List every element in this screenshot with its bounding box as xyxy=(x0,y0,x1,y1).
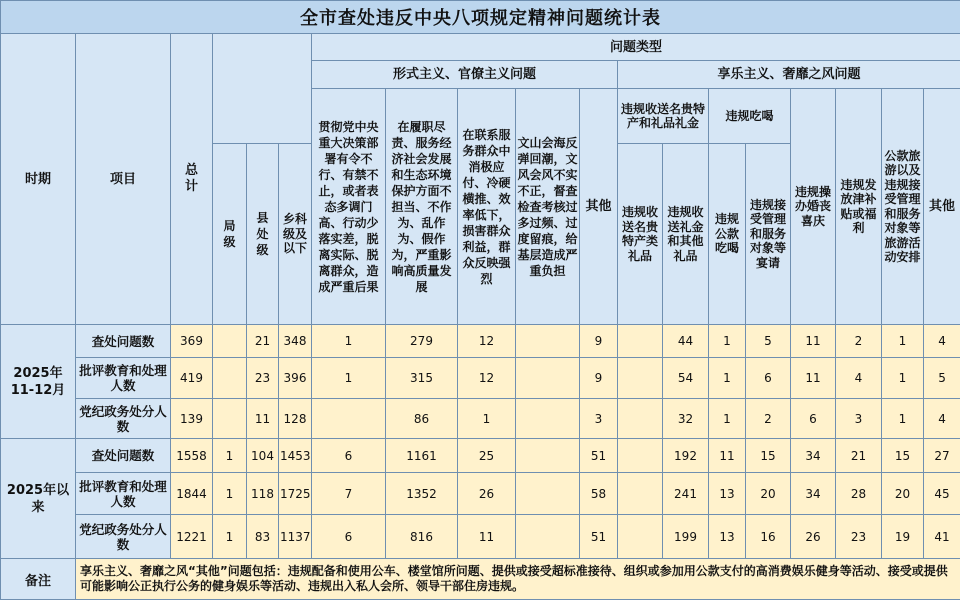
cell-gift2: 192 xyxy=(663,439,709,473)
cell-total: 1221 xyxy=(171,515,213,559)
cell-h-other: 27 xyxy=(924,439,960,473)
cell-subsidy: 2 xyxy=(836,325,882,358)
table-title: 全市查处违反中央八项规定精神问题统计表 xyxy=(1,1,960,34)
cell-f-other: 9 xyxy=(580,325,618,358)
cell-f2: 279 xyxy=(386,325,458,358)
header-bureau: 局级 xyxy=(213,144,247,325)
cell-f4 xyxy=(516,473,580,515)
cell-f2: 816 xyxy=(386,515,458,559)
header-travel: 公款旅游以及违规接受管理和服务对象等旅游活动安排 xyxy=(882,89,924,325)
period-recent: 2025年11-12月 xyxy=(1,325,76,439)
cell-gift2: 241 xyxy=(663,473,709,515)
cell-gift2: 44 xyxy=(663,325,709,358)
cell-gift1 xyxy=(618,473,663,515)
cell-f1: 6 xyxy=(312,439,386,473)
row-label: 党纪政务处分人数 xyxy=(76,399,171,439)
cell-f1: 7 xyxy=(312,473,386,515)
header-wedding: 违规操办婚丧喜庆 xyxy=(791,89,836,325)
cell-f1 xyxy=(312,399,386,439)
cell-f2: 1352 xyxy=(386,473,458,515)
cell-gift1 xyxy=(618,439,663,473)
cell-f4 xyxy=(516,325,580,358)
cell-eat2: 20 xyxy=(746,473,791,515)
cell-county: 21 xyxy=(247,325,279,358)
cell-eat1: 1 xyxy=(709,325,746,358)
header-formalism: 形式主义、官僚主义问题 xyxy=(312,61,618,89)
cell-section: 348 xyxy=(279,325,312,358)
header-section: 乡科级及以下 xyxy=(279,144,312,325)
cell-f-other: 9 xyxy=(580,358,618,399)
cell-bureau xyxy=(213,358,247,399)
cell-wedding: 26 xyxy=(791,515,836,559)
cell-f1: 6 xyxy=(312,515,386,559)
cell-travel: 19 xyxy=(882,515,924,559)
cell-h-other: 45 xyxy=(924,473,960,515)
cell-total: 369 xyxy=(171,325,213,358)
cell-h-other: 4 xyxy=(924,325,960,358)
cell-total: 419 xyxy=(171,358,213,399)
cell-eat1: 1 xyxy=(709,399,746,439)
cell-section: 1453 xyxy=(279,439,312,473)
cell-h-other: 41 xyxy=(924,515,960,559)
cell-wedding: 6 xyxy=(791,399,836,439)
cell-eat1: 11 xyxy=(709,439,746,473)
cell-county: 11 xyxy=(247,399,279,439)
cell-subsidy: 21 xyxy=(836,439,882,473)
header-level-blank xyxy=(213,34,312,144)
cell-f1: 1 xyxy=(312,325,386,358)
cell-f3: 11 xyxy=(458,515,516,559)
cell-subsidy: 3 xyxy=(836,399,882,439)
cell-f4 xyxy=(516,399,580,439)
cell-gift1 xyxy=(618,325,663,358)
cell-eat2: 15 xyxy=(746,439,791,473)
header-formalism-2: 在履职尽责、服务经济社会发展和生态环境保护方面不担当、不作为、乱作为、假作为，严重影响高质量发展 xyxy=(386,89,458,325)
cell-f4 xyxy=(516,515,580,559)
cell-f3: 1 xyxy=(458,399,516,439)
cell-section: 396 xyxy=(279,358,312,399)
cell-bureau: 1 xyxy=(213,439,247,473)
header-period: 时期 xyxy=(1,34,76,325)
cell-f4 xyxy=(516,439,580,473)
header-eat-2: 违规接受管理和服务对象等宴请 xyxy=(746,144,791,325)
cell-eat2: 5 xyxy=(746,325,791,358)
cell-f2: 315 xyxy=(386,358,458,399)
header-hedonism-other: 其他 xyxy=(924,89,960,325)
cell-total: 1844 xyxy=(171,473,213,515)
header-total: 总 计 xyxy=(171,34,213,325)
cell-bureau: 1 xyxy=(213,515,247,559)
cell-f3: 12 xyxy=(458,325,516,358)
cell-eat1: 1 xyxy=(709,358,746,399)
cell-wedding: 11 xyxy=(791,325,836,358)
header-subsidy: 违规发放津补贴或福利 xyxy=(836,89,882,325)
cell-section: 128 xyxy=(279,399,312,439)
cell-f3: 25 xyxy=(458,439,516,473)
cell-eat1: 13 xyxy=(709,515,746,559)
cell-f3: 26 xyxy=(458,473,516,515)
cell-f-other: 3 xyxy=(580,399,618,439)
cell-total: 1558 xyxy=(171,439,213,473)
period-year: 2025年以来 xyxy=(1,439,76,559)
cell-gift1 xyxy=(618,515,663,559)
cell-f-other: 51 xyxy=(580,439,618,473)
cell-travel: 1 xyxy=(882,358,924,399)
cell-county: 23 xyxy=(247,358,279,399)
cell-gift1 xyxy=(618,399,663,439)
note-text: 享乐主义、奢靡之风“其他”问题包括：违规配备和使用公车、楼堂馆所问题、提供或接受超标准接待、组织或参加用公款支付的高消费娱乐健身等活动、接受或提供可能影响公正执行公务的健身娱乐等活动、违规出入私人会所、领导干部住房违规。 xyxy=(76,559,960,600)
header-gift-2: 违规收送礼金和其他礼品 xyxy=(663,144,709,325)
cell-county: 118 xyxy=(247,473,279,515)
cell-travel: 1 xyxy=(882,399,924,439)
cell-gift2: 54 xyxy=(663,358,709,399)
row-label: 党纪政务处分人数 xyxy=(76,515,171,559)
row-label: 查处问题数 xyxy=(76,325,171,358)
cell-subsidy: 4 xyxy=(836,358,882,399)
cell-wedding: 11 xyxy=(791,358,836,399)
header-gift-group: 违规收送名贵特产和礼品礼金 xyxy=(618,89,709,144)
cell-bureau xyxy=(213,325,247,358)
header-item: 项目 xyxy=(76,34,171,325)
header-formalism-3: 在联系服务群众中消极应付、冷硬横推、效率低下，损害群众利益，群众反映强烈 xyxy=(458,89,516,325)
cell-f3: 12 xyxy=(458,358,516,399)
cell-section: 1137 xyxy=(279,515,312,559)
cell-travel: 15 xyxy=(882,439,924,473)
cell-gift2: 32 xyxy=(663,399,709,439)
header-problem-types: 问题类型 xyxy=(312,34,960,61)
cell-eat2: 6 xyxy=(746,358,791,399)
header-formalism-1: 贯彻党中央重大决策部署有令不行、有禁不止，或者表态多调门高、行动少落实差，脱离实际、脱离群众，造成严重后果 xyxy=(312,89,386,325)
cell-bureau: 1 xyxy=(213,473,247,515)
cell-eat1: 13 xyxy=(709,473,746,515)
cell-eat2: 16 xyxy=(746,515,791,559)
cell-wedding: 34 xyxy=(791,439,836,473)
row-label: 批评教育和处理人数 xyxy=(76,473,171,515)
cell-subsidy: 23 xyxy=(836,515,882,559)
cell-h-other: 4 xyxy=(924,399,960,439)
cell-travel: 20 xyxy=(882,473,924,515)
cell-f2: 86 xyxy=(386,399,458,439)
cell-f4 xyxy=(516,358,580,399)
row-label: 批评教育和处理人数 xyxy=(76,358,171,399)
cell-county: 83 xyxy=(247,515,279,559)
cell-f2: 1161 xyxy=(386,439,458,473)
cell-gift2: 199 xyxy=(663,515,709,559)
row-label: 查处问题数 xyxy=(76,439,171,473)
cell-f-other: 51 xyxy=(580,515,618,559)
cell-f1: 1 xyxy=(312,358,386,399)
header-hedonism: 享乐主义、奢靡之风问题 xyxy=(618,61,960,89)
header-formalism-other: 其他 xyxy=(580,89,618,325)
header-formalism-4: 文山会海反弹回潮，文风会风不实不正，督查检查考核过多过频、过度留痕，给基层造成严重负担 xyxy=(516,89,580,325)
cell-travel: 1 xyxy=(882,325,924,358)
cell-eat2: 2 xyxy=(746,399,791,439)
cell-total: 139 xyxy=(171,399,213,439)
header-gift-1: 违规收送名贵特产类礼品 xyxy=(618,144,663,325)
cell-bureau xyxy=(213,399,247,439)
cell-h-other: 5 xyxy=(924,358,960,399)
cell-f-other: 58 xyxy=(580,473,618,515)
header-eat-group: 违规吃喝 xyxy=(709,89,791,144)
header-eat-1: 违规公款吃喝 xyxy=(709,144,746,325)
note-label: 备注 xyxy=(1,559,76,600)
cell-section: 1725 xyxy=(279,473,312,515)
cell-wedding: 34 xyxy=(791,473,836,515)
cell-county: 104 xyxy=(247,439,279,473)
cell-subsidy: 28 xyxy=(836,473,882,515)
header-county: 县处级 xyxy=(247,144,279,325)
cell-gift1 xyxy=(618,358,663,399)
